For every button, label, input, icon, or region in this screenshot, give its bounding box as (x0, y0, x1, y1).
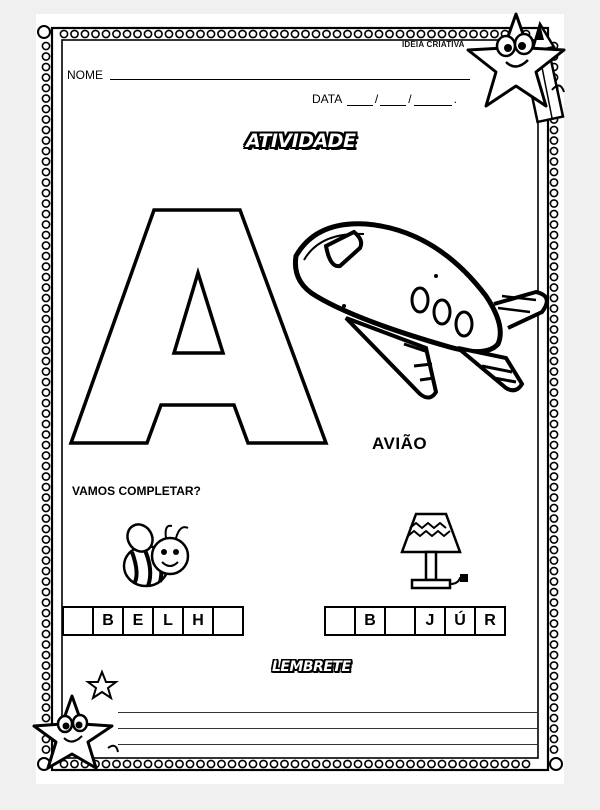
data-label: DATA (312, 92, 342, 106)
letter-box: E (122, 606, 154, 636)
bee-icon (118, 516, 196, 592)
letter-box: J (414, 606, 446, 636)
star-mascot-icon (30, 668, 126, 774)
letter-box: L (152, 606, 184, 636)
letter-box-blank[interactable] (324, 606, 356, 636)
letter-box: B (354, 606, 386, 636)
letter-box: R (474, 606, 506, 636)
star-mascot-icon (456, 10, 576, 125)
date-sep: / (408, 92, 412, 106)
credit-text: IDEIA CRIATIVA (402, 40, 465, 49)
letter-box-blank[interactable] (212, 606, 244, 636)
letter-box-blank[interactable] (62, 606, 94, 636)
complete-prompt: VAMOS COMPLETAR? (72, 484, 201, 498)
letter-box: Ú (444, 606, 476, 636)
date-sep: / (374, 92, 379, 106)
nome-field-line[interactable] (110, 79, 470, 80)
reminder-lines[interactable] (118, 697, 538, 745)
data-field[interactable]: DATA / / . (312, 92, 457, 106)
lamp-word-boxes (326, 606, 506, 636)
letter-box: H (182, 606, 214, 636)
reminder-title: LEMBRETE (272, 659, 351, 675)
year-blank[interactable] (414, 104, 452, 106)
day-blank[interactable] (347, 104, 373, 106)
letter-box-blank[interactable] (384, 606, 416, 636)
month-blank[interactable] (380, 104, 406, 106)
word-label: AVIÃO (372, 434, 428, 453)
lamp-icon (398, 508, 474, 594)
airplane-icon (286, 216, 558, 406)
nome-label: NOME (67, 68, 103, 82)
letter-box: B (92, 606, 124, 636)
bee-word-boxes (64, 606, 244, 636)
activity-title: ATIVIDADE (246, 130, 356, 152)
